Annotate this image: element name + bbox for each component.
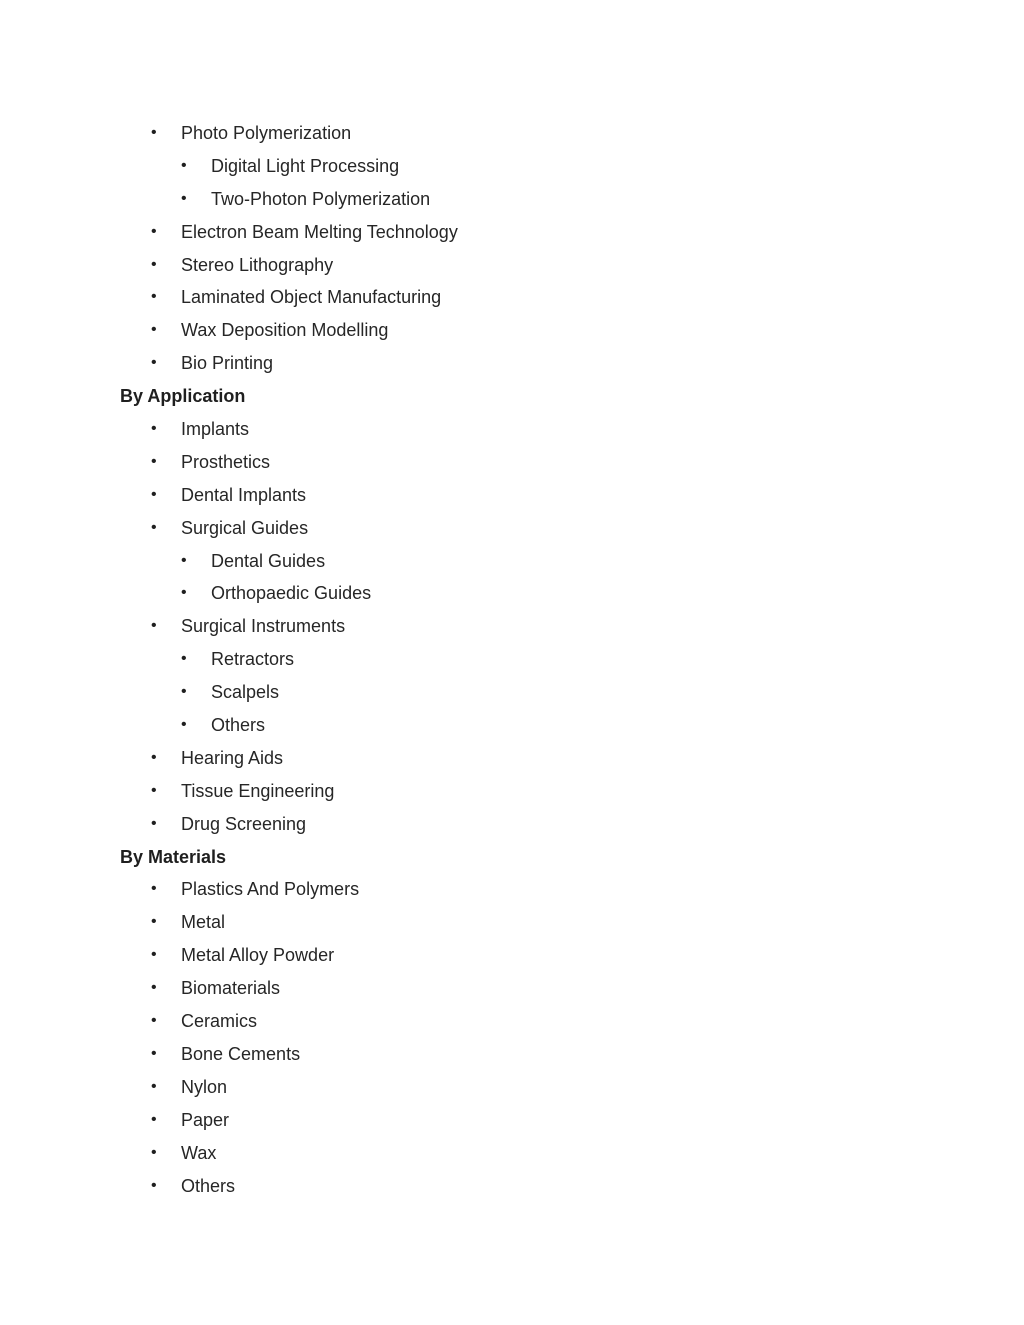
list-item-label: Biomaterials (181, 978, 281, 999)
bullet-icon: • (151, 1012, 157, 1030)
list-item-label: Nylon (181, 1076, 228, 1097)
section (120, 841, 940, 1203)
bullet-icon: • (151, 748, 157, 766)
list-item-label: Bone Cements (181, 1043, 301, 1064)
list-item-label: Wax Deposition Modelling (181, 320, 389, 341)
bullet-icon: • (151, 255, 157, 273)
section-heading: By Materials (120, 846, 227, 867)
sub-list-item-label: Orthopaedic Guides (211, 583, 372, 604)
list-item (120, 216, 940, 249)
list-item-label: Surgical Guides (181, 517, 309, 538)
bullet-icon: • (151, 222, 157, 240)
list-item (120, 249, 940, 282)
list-item (120, 1137, 940, 1170)
bullet-icon: • (151, 781, 157, 799)
bullet-icon: • (151, 617, 157, 635)
list-item-label: Bio Printing (181, 353, 274, 374)
sub-list-item-label: Retractors (211, 649, 295, 670)
bullet-icon: • (151, 1077, 157, 1095)
list-item-label: Laminated Object Manufacturing (181, 287, 442, 308)
bullet-icon: • (151, 518, 157, 536)
list-item (120, 1038, 940, 1071)
bullet-icon: • (151, 1110, 157, 1128)
bullet-icon: • (151, 124, 157, 141)
bullet-icon: • (181, 189, 187, 207)
document-body (120, 117, 940, 1202)
bullet-icon: • (151, 1143, 157, 1161)
bullet-icon: • (181, 584, 187, 602)
bullet-icon: • (151, 913, 157, 931)
list-item-label: Dental Implants (181, 484, 307, 505)
bullet-icon: • (181, 551, 187, 569)
bullet-icon: • (151, 288, 157, 306)
list-item (120, 281, 940, 314)
section (120, 380, 940, 840)
bullet-icon: • (181, 156, 187, 174)
sub-list-item (120, 545, 940, 578)
list-item-label: Stereo Lithography (181, 254, 334, 275)
list-item-label: Tissue Engineering (181, 780, 335, 801)
bullet-icon: • (151, 485, 157, 503)
bullet-icon: • (151, 814, 157, 832)
sub-list-item-label: Scalpels (211, 682, 280, 703)
bullet-icon: • (151, 1176, 157, 1194)
sub-list-item (120, 676, 940, 709)
list-item-label: Photo Polymerization (181, 123, 352, 143)
list-item (120, 479, 940, 512)
sub-list-item (120, 183, 940, 216)
list-item-label: Others (181, 1175, 236, 1196)
section-heading: By Application (120, 386, 246, 407)
bullet-icon: • (151, 354, 157, 372)
list-item-label: Prosthetics (181, 451, 271, 472)
list-item (120, 413, 940, 446)
sub-list-item-label: Dental Guides (211, 550, 326, 571)
list-item-label: Metal Alloy Powder (181, 945, 335, 966)
list-item (120, 347, 940, 380)
bullet-icon: • (181, 683, 187, 701)
list-item (120, 117, 940, 150)
list-item (120, 742, 940, 775)
bullet-icon: • (151, 946, 157, 964)
bullet-icon: • (151, 1044, 157, 1062)
list-item-label: Wax (181, 1142, 217, 1163)
list-item (120, 873, 940, 906)
sub-list-item-label: Digital Light Processing (211, 155, 400, 176)
list-item-label: Hearing Aids (181, 747, 284, 768)
sub-list-item-label: Others (211, 715, 266, 736)
bullet-icon: • (151, 452, 157, 470)
list-item (120, 1104, 940, 1137)
list-item (120, 972, 940, 1005)
list-item (120, 610, 940, 643)
list-item (120, 906, 940, 939)
list-item (120, 512, 940, 545)
bullet-icon: • (151, 880, 157, 898)
list-item (120, 939, 940, 972)
bullet-icon: • (151, 321, 157, 339)
bullet-icon: • (181, 650, 187, 668)
sub-list-item (120, 643, 940, 676)
section (120, 117, 940, 380)
list-item (120, 446, 940, 479)
sub-list-item-label: Two-Photon Polymerization (211, 188, 431, 209)
list-item-label: Implants (181, 419, 250, 440)
list-item (120, 775, 940, 808)
bullet-icon: • (151, 420, 157, 438)
list-item (120, 1170, 940, 1203)
list-item-label: Plastics And Polymers (181, 879, 360, 900)
bullet-icon: • (181, 716, 187, 734)
bullet-icon: • (151, 979, 157, 997)
sub-list-item (120, 709, 940, 742)
list-item-label: Electron Beam Melting Technology (181, 221, 458, 242)
sub-list-item (120, 150, 940, 183)
list-item-label: Paper (181, 1109, 230, 1130)
list-item-label: Drug Screening (181, 813, 307, 834)
list-item-label: Metal (181, 912, 226, 933)
sub-list-item (120, 577, 940, 610)
list-item (120, 1071, 940, 1104)
list-item (120, 314, 940, 347)
list-item-label: Surgical Instruments (181, 616, 346, 637)
list-item (120, 808, 940, 841)
list-item-label: Ceramics (181, 1011, 258, 1032)
list-item (120, 1005, 940, 1038)
